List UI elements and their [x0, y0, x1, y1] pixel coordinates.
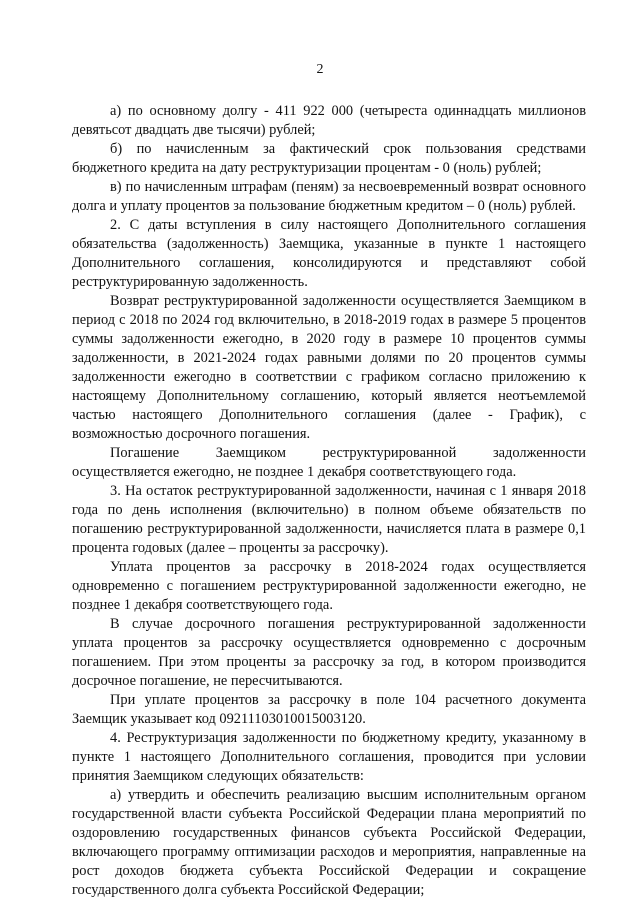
paragraph-obligation-a: а) утвердить и обеспечить реализацию высшим исполнительным органом государственной власти субъекта Российской Федерации плана мероприятий по оздоровлению государственных финансов субъекта Российской Федерации, включающего программу оптимизации расходов и мероприятия, направленные на рост доходов бюджета субъекта Российской Федерации и сокращение государственного долга субъекта Российской Федерации; [72, 787, 586, 898]
paragraph-repayment-schedule: Возврат реструктурированной задолженности осуществляется Заемщиком в период с 2018 по 2024 год включительно, в 2018-2019 годах в размере 5 процентов суммы задолженности ежегодно, в 2020 году в размере 10 процентов суммы задолженности, в 2021-2024 годах равными долями по 20 процентов суммы задолженности ежегодно в соответствии с графиком согласно приложению к настоящему Дополнительному соглашению, который является неотъемлемой частью настоящего Дополнительного соглашения (далее - График), с возможностью досрочного погашения. [72, 293, 586, 442]
paragraph-payment-code: При уплате процентов за рассрочку в поле 104 расчетного документа Заемщик указывает код 09211103010015003120. [72, 692, 586, 727]
paragraph-main-debt: а) по основному долгу - 411 922 000 (четыреста одиннадцать миллионов девятьсот двадцать две тысячи) рублей; [72, 103, 586, 138]
document-body [72, 102, 586, 900]
paragraph-early-repayment: В случае досрочного погашения реструктурированной задолженности уплата процентов за рассрочку осуществляется одновременно с досрочным погашением. При этом проценты за рассрочку за год, в котором производится досрочное погашение, не пересчитываются. [72, 616, 586, 689]
paragraph-clause-2: 2. С даты вступления в силу настоящего Дополнительного соглашения обязательства (задолженность) Заемщика, указанные в пункте 1 настоящего Дополнительного соглашения, консолидируются и представляют собой реструктурированную задолженность. [72, 217, 586, 290]
paragraph-repayment-deadline: Погашение Заемщиком реструктурированной задолженности осуществляется ежегодно, не позднее 1 декабря соответствующего года. [72, 445, 586, 480]
paragraph-clause-3: 3. На остаток реструктурированной задолженности, начиная с 1 января 2018 года по день исполнения (включительно) в полном объеме обязательств по погашению реструктурированной задолженности, начисляется плата в размере 0,1 процента годовых (далее – проценты за рассрочку). [72, 483, 586, 556]
paragraph-accrued-interest: б) по начисленным за фактический срок пользования средствами бюджетного кредита на дату реструктуризации процентам - 0 (ноль) рублей; [72, 141, 586, 176]
page-number: 2 [316, 62, 324, 77]
paragraph-interest-payment: Уплата процентов за рассрочку в 2018-2024 годах осуществляется одновременно с погашением реструктурированной задолженности ежегодно, не позднее 1 декабря соответствующего года. [72, 559, 586, 613]
paragraph-clause-4: 4. Реструктуризация задолженности по бюджетному кредиту, указанному в пункте 1 настоящего Дополнительного соглашения, проводится при условии принятия Заемщиком следующих обязательств: [72, 730, 586, 784]
paragraph-penalties: в) по начисленным штрафам (пеням) за несвоевременный возврат основного долга и уплату процентов за пользование бюджетным кредитом – 0 (ноль) рублей. [72, 179, 586, 214]
